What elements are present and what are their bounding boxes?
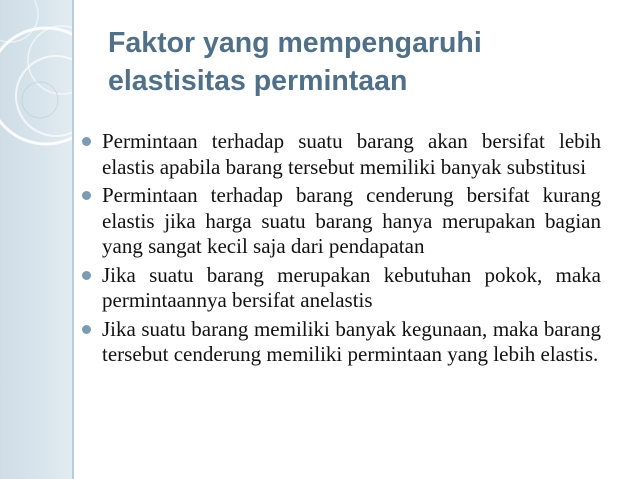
bullet-icon xyxy=(82,271,91,280)
circle-decoration xyxy=(0,0,72,479)
decorative-side-strip xyxy=(0,0,72,479)
slide-title xyxy=(108,24,608,100)
bullet-item xyxy=(80,129,601,180)
bullet-text: Permintaan terhadap suatu barang akan bersifat lebih elastis apabila barang tersebut memiliki banyak substitusi xyxy=(102,129,601,179)
bullet-text: Jika suatu barang merupakan kebutuhan pokok, maka permintaannya bersifat anelastis xyxy=(102,262,601,312)
bullet-item xyxy=(80,263,601,314)
title-line-2: elastisitas permintaan xyxy=(108,65,408,97)
bullet-icon xyxy=(82,325,91,334)
bullet-item xyxy=(80,317,601,368)
bullet-item xyxy=(80,183,601,260)
bullet-list xyxy=(80,129,601,371)
bullet-text: Permintaan terhadap barang cenderung bersifat kurang elastis jika harga suatu barang hanya merupakan bagian yang sangat kecil saja dari pendapatan xyxy=(102,183,601,258)
bullet-text: Jika suatu barang memiliki banyak kegunaan, maka barang tersebut cenderung memiliki permintaan yang lebih elastis. xyxy=(102,316,601,366)
bullet-icon xyxy=(82,137,91,146)
side-strip-border xyxy=(72,0,74,479)
title-line-1: Faktor yang mempengaruhi xyxy=(108,27,482,59)
bullet-icon xyxy=(82,191,91,200)
